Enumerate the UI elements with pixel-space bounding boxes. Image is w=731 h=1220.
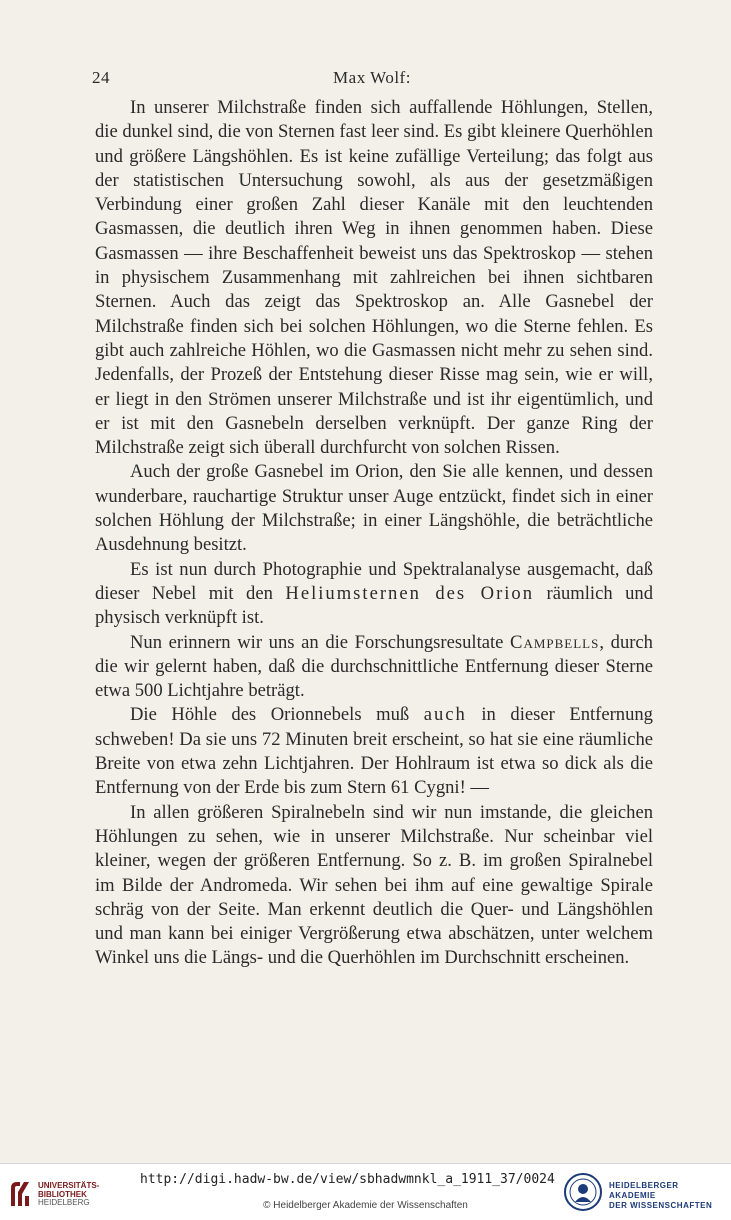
paragraph-1: In unserer Milchstraße finden sich auffallende Höhlungen, Stellen, die dunkel sind, die von Sternen fast leer sind. Es gibt kleinere Querhöhlen und größere Längshöhlen. Es ist keine zufällige Verteilung; das folgt aus der statistischen Untersuchung sowohl, als aus der gesetzmäßigen Verbindung einer großen Zahl dieser Kanäle mit den leuchtenden Gasmassen, die deutlich ihren Weg in ihnen genommen haben. Diese Gasmassen — ihre Beschaffenheit beweist uns das Spektroskop — stehen in physischem Zusammenhang mit zahlreichen bei ihnen sichtbaren Sternen. Auch das zeigt das Spektroskop an. Alle Gasnebel der Milchstraße finden sich bei solchen Höhlungen, wo die Sterne fehlen. Es gibt auch zahlreiche Höhlen, wo die Gasmassen nicht mehr zu sehen sind. Jedenfalls, der Prozeß der Entstehung dieser Risse mag sein, wie er will, er liegt in den Strömen unserer Milchstraße und ist ihr eigentümlich, und er ist mit den Gasnebeln derselben verknüpft. Der ganze Ring der Milchstraße zeigt sich überall durchfurcht von solchen Rissen. <box>95 97 653 459</box>
page-header <box>92 68 652 90</box>
permalink-url[interactable]: http://digi.hadw-bw.de/view/sbhadwmnkl_a_1911_37/0024 <box>140 1172 555 1187</box>
paragraph-2: Auch der große Gasnebel im Orion, den Sie alle kennen, und dessen wunderbare, rauchartige Struktur unser Auge entzückt, findet sich in einer solchen Höhlung der Milchstraße; in einer Längshöhle, die beträchtliche Ausdehnung besitzt. <box>95 461 653 556</box>
emphasis-heliumsterne: Heliumsternen des Orion <box>285 582 535 604</box>
paragraph-3-text-b: räumlich und physisch verknüpft ist. <box>95 582 653 629</box>
academy-logo[interactable] <box>563 1172 723 1212</box>
emphasis-auch: auch <box>423 704 467 726</box>
viewer-footer <box>0 1163 731 1220</box>
paragraph-5-text-b: in dieser Entfernung schweben! Da sie uns 72 Minuten breit erscheint, so hat sie eine räumliche Breite von etwa zehn Lichtjahren. Der Hohlraum ist etwa so dick als die Entfernung von der Erde bis zum Stern 61 Cygni! — <box>95 704 653 799</box>
author-name-campbell: Campbells <box>510 631 600 653</box>
paragraph-5 <box>95 703 653 800</box>
running-title: Max Wolf: <box>333 68 411 87</box>
copyright-notice: © Heidelberger Akademie der Wissenschaften <box>263 1200 468 1211</box>
library-name-line1: UNIVERSITÄTS- <box>38 1181 100 1190</box>
academy-seal-icon <box>563 1172 603 1212</box>
body-text <box>95 96 653 971</box>
paragraph-6: In allen größeren Spiralnebeln sind wir nun imstande, die gleichen Höhlungen zu sehen, wie in unserer Milchstraße. Nur scheinbar viel kleiner, wegen der größeren Entfernung. So z. B. im großen Spiralnebel im Bilde der Andromeda. Wir sehen bei ihm auf eine gewaltige Spirale schräg von der Seite. Man erkennt deutlich die Quer- und Längshöhlen und man kann bei einiger Vergrößerung etwa abschätzen, unter welchem Winkel uns die Längs- und die Querhöhlen im Durchschnitt erscheinen. <box>95 801 653 969</box>
page-number: 24 <box>92 68 110 87</box>
academy-name <box>609 1181 723 1211</box>
academy-name-line2: DER WISSENSCHAFTEN <box>609 1201 713 1210</box>
paragraph-3-text-a: Es ist nun durch Photographie und Spektralanalyse ausgemacht, daß dieser Nebel mit den <box>95 558 653 604</box>
academy-name-line1: HEIDELBERGER AKADEMIE <box>609 1181 679 1200</box>
paragraph-4 <box>95 631 653 704</box>
paragraph-3 <box>95 558 653 631</box>
paragraph-4-text-b: , durch die wir gelernt haben, daß die durchschnittliche Entfernung dieser Sterne etwa 500 Lichtjahre beträgt. <box>95 631 653 702</box>
library-name-line2: BIBLIOTHEK <box>38 1189 87 1199</box>
paragraph-4-text-a: Nun erinnern wir uns an die Forschungsresultate <box>130 631 504 653</box>
paragraph-5-text-a: Die Höhle des Orionnebels muß <box>130 704 410 726</box>
library-name-line3: HEIDELBERG <box>38 1198 90 1207</box>
